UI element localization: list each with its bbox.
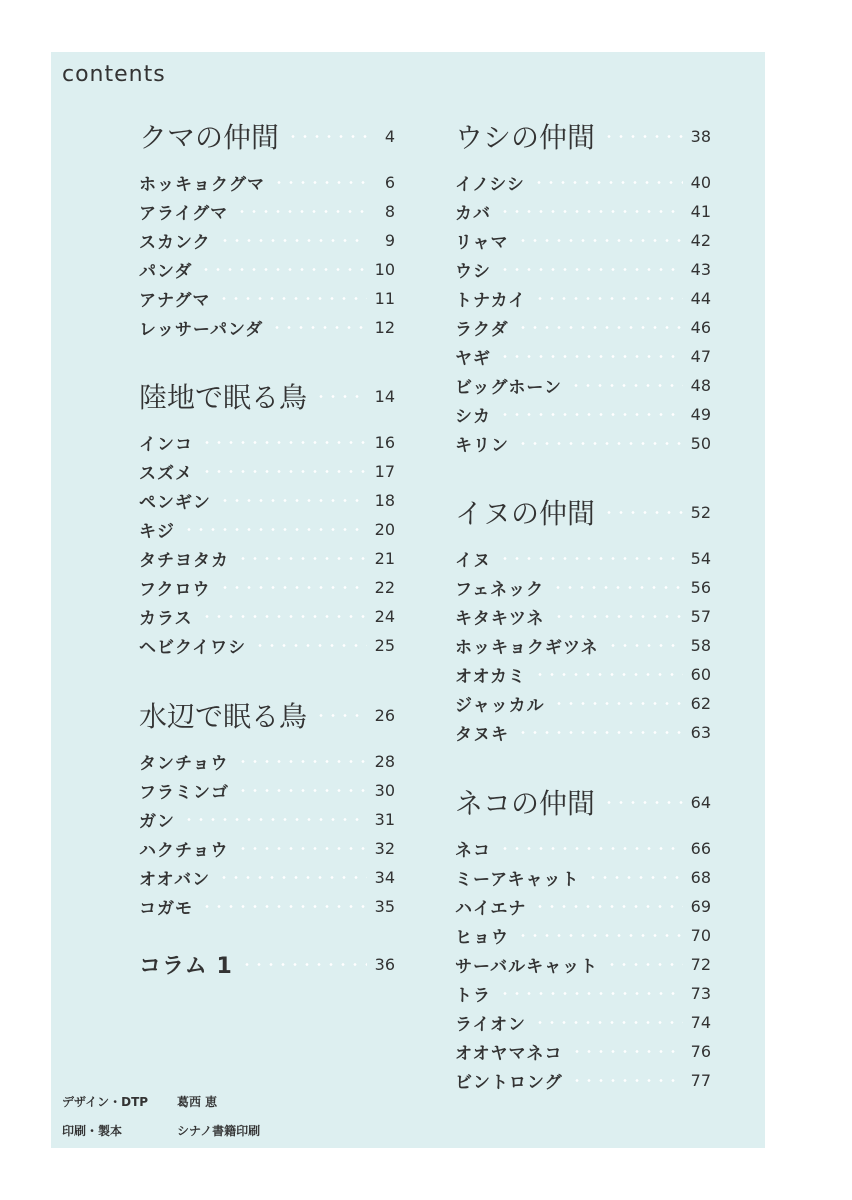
page-number: 14 — [374, 386, 395, 406]
toc-entry[interactable]: リャマ 42 — [455, 230, 711, 253]
toc-entry[interactable]: ハイエナ 69 — [455, 896, 711, 919]
toc-entry[interactable]: キジ 20 — [139, 519, 395, 542]
toc-entry[interactable]: オオバン 34 — [139, 867, 395, 890]
toc-entry[interactable]: ビントロング 77 — [455, 1070, 711, 1093]
page-number: 52 — [690, 502, 711, 522]
toc-entry[interactable]: ビッグホーン 48 — [455, 375, 711, 398]
toc-entry[interactable]: ホッキョクグマ 6 — [139, 172, 395, 195]
toc-entry[interactable]: ミーアキャット 68 — [455, 867, 711, 890]
toc-entry[interactable]: ヒョウ 70 — [455, 925, 711, 948]
toc-entry[interactable]: ペンギン 18 — [139, 490, 395, 513]
section-heading[interactable]: 陸地で眠る鳥 14 — [139, 381, 395, 414]
toc-entry[interactable]: ヘビクイワシ 25 — [139, 635, 395, 658]
toc-entry[interactable]: ジャッカル 62 — [455, 693, 711, 716]
toc-entry[interactable]: トラ 73 — [455, 983, 711, 1006]
contents-heading: contents — [62, 62, 166, 87]
toc-entry[interactable]: フェネック 56 — [455, 577, 711, 600]
column-entry[interactable]: コラム 1 36 — [139, 953, 395, 979]
section-heading[interactable]: イヌの仲間 52 — [455, 497, 711, 530]
credit-printing: 印刷・製本 シナノ書籍印刷 — [62, 1124, 261, 1138]
page-number: 38 — [690, 126, 711, 146]
toc-entry[interactable]: ヤギ 47 — [455, 346, 711, 369]
toc-entry[interactable]: ライオン 74 — [455, 1012, 711, 1035]
contents-page — [51, 52, 765, 1148]
page-number: 64 — [690, 792, 711, 812]
credit-design: デザイン・DTP 葛西 恵 — [62, 1095, 218, 1109]
toc-entry[interactable]: レッサーパンダ 12 — [139, 317, 395, 340]
toc-entry[interactable]: オオヤマネコ 76 — [455, 1041, 711, 1064]
section-heading[interactable]: クマの仲間 4 — [139, 121, 395, 154]
toc-entry[interactable]: ガン 31 — [139, 809, 395, 832]
toc-entry[interactable]: オオカミ 60 — [455, 664, 711, 687]
toc-entry[interactable]: パンダ 10 — [139, 259, 395, 282]
toc-entry[interactable]: イノシシ 40 — [455, 172, 711, 195]
toc-entry[interactable]: アライグマ 8 — [139, 201, 395, 224]
page-number: 4 — [384, 126, 395, 146]
toc-entry[interactable]: スズメ 17 — [139, 461, 395, 484]
page-number: 26 — [374, 705, 395, 725]
toc-entry[interactable]: コガモ 35 — [139, 896, 395, 919]
toc-entry[interactable]: キタキツネ 57 — [455, 606, 711, 629]
toc-entry[interactable]: ホッキョクギツネ 58 — [455, 635, 711, 658]
toc-entry[interactable]: カバ 41 — [455, 201, 711, 224]
toc-entry[interactable]: ウシ 43 — [455, 259, 711, 282]
toc-entry[interactable]: ネコ 66 — [455, 838, 711, 861]
toc-entry[interactable]: アナグマ 11 — [139, 288, 395, 311]
toc-entry[interactable]: イヌ 54 — [455, 548, 711, 571]
toc-entry[interactable]: スカンク 9 — [139, 230, 395, 253]
toc-entry[interactable]: タヌキ 63 — [455, 722, 711, 745]
section-heading[interactable]: ネコの仲間 64 — [455, 787, 711, 820]
toc-entry[interactable]: ラクダ 46 — [455, 317, 711, 340]
toc-entry[interactable]: シカ 49 — [455, 404, 711, 427]
toc-entry[interactable]: フクロウ 22 — [139, 577, 395, 600]
toc-entry[interactable]: フラミンゴ 30 — [139, 780, 395, 803]
toc-entry[interactable]: タンチョウ 28 — [139, 751, 395, 774]
section-heading[interactable]: 水辺で眠る鳥 26 — [139, 700, 395, 733]
toc-entry[interactable]: インコ 16 — [139, 432, 395, 455]
toc-entry[interactable]: トナカイ 44 — [455, 288, 711, 311]
toc-entry[interactable]: カラス 24 — [139, 606, 395, 629]
section-heading[interactable]: ウシの仲間 38 — [455, 121, 711, 154]
toc-entry[interactable]: サーバルキャット 72 — [455, 954, 711, 977]
toc-entry[interactable]: ハクチョウ 32 — [139, 838, 395, 861]
toc-entry[interactable]: タチヨタカ 21 — [139, 548, 395, 571]
toc-entry[interactable]: キリン 50 — [455, 433, 711, 456]
